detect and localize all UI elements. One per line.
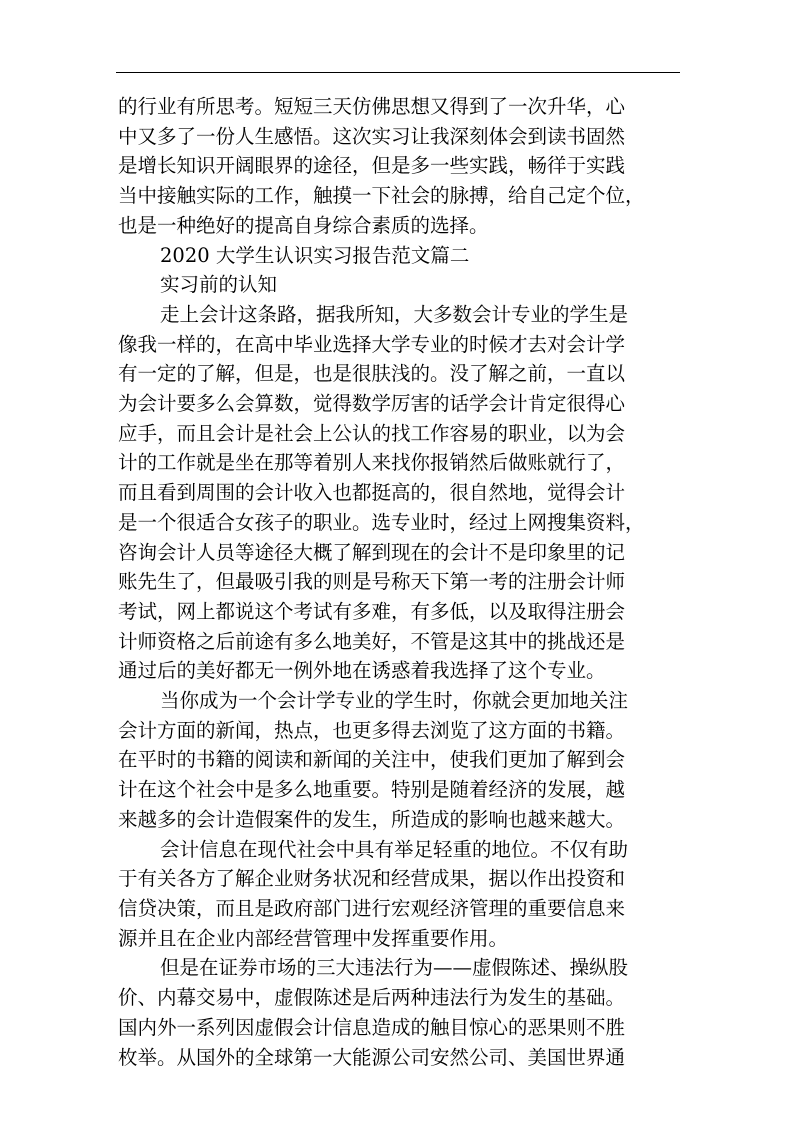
text-line: 为会计要多么会算数，觉得数学厉害的话学会计肯定很得心 bbox=[118, 392, 626, 416]
text-line: 走上会计这条路，据我所知，大多数会计专业的学生是 bbox=[160, 302, 629, 326]
subsection-heading bbox=[118, 270, 680, 300]
section-title bbox=[118, 241, 680, 271]
text-line: 于有关各方了解企业财务状况和经营成果，据以作出投资和 bbox=[118, 867, 626, 891]
paragraph-accounting-information bbox=[118, 835, 680, 954]
text-line: 国内外一系列因虚假会计信息造成的触目惊心的恶果则不胜 bbox=[118, 1015, 626, 1039]
document-body bbox=[118, 92, 680, 1072]
text-line: 会计方面的新闻，热点，也更多得去浏览了这方面的书籍。 bbox=[118, 718, 626, 742]
text-line: 当你成为一个会计学专业的学生时，你就会更加地关注 bbox=[160, 689, 629, 713]
text-line: 也是一种绝好的提高自身综合素质的选择。 bbox=[118, 213, 489, 237]
text-line: 有一定的了解，但是，也是很肤浅的。没了解之前，一直以 bbox=[118, 362, 626, 386]
text-line: 计在这个社会中是多么地重要。特别是随着经济的发展，越 bbox=[118, 778, 626, 802]
text-line: 当中接触实际的工作，触摸一下社会的脉搏，给自己定个位， bbox=[118, 184, 645, 208]
text-line: 像我一样的，在高中毕业选择大学专业的时候才去对会计学 bbox=[118, 332, 626, 356]
text-line: 计师资格之后前途有多么地美好，不管是这其中的挑战还是 bbox=[118, 629, 626, 653]
text-line: 会计信息在现代社会中具有举足轻重的地位。不仅有助 bbox=[160, 837, 629, 861]
text-line: 考试，网上都说这个考试有多难，有多低，以及取得注册会 bbox=[118, 599, 626, 623]
text-line: 价、内幕交易中，虚假陈述是后两种违法行为发生的基础。 bbox=[118, 986, 626, 1010]
text-line: 来越多的会计造假案件的发生，所造成的影响也越来越大。 bbox=[118, 807, 626, 831]
header-rule bbox=[116, 72, 680, 73]
paragraph-securities-market bbox=[118, 953, 680, 1072]
text-line: 枚举。从国外的全球第一大能源公司安然公司、美国世界通 bbox=[118, 1045, 626, 1069]
paragraph-accounting-path bbox=[118, 300, 680, 686]
text-line: 信贷决策，而且是政府部门进行宏观经济管理的重要信息来 bbox=[118, 896, 626, 920]
text-line: 在平时的书籍的阅读和新闻的关注中，使我们更加了解到会 bbox=[118, 748, 626, 772]
text-line: 咨询会计人员等途径大概了解到现在的会计不是印象里的记 bbox=[118, 540, 626, 564]
text-line: 源并且在企业内部经营管理中发挥重要作用。 bbox=[118, 926, 509, 950]
text-line: 是一个很适合女孩子的职业。选专业时，经过上网搜集资料， bbox=[118, 510, 645, 534]
paragraph-continuation bbox=[118, 92, 680, 241]
section-title-text: 2020 大学生认识实习报告范文篇二 bbox=[160, 243, 470, 267]
text-line: 是增长知识开阔眼界的途径，但是多一些实践，畅徉于实践 bbox=[118, 154, 626, 178]
text-line: 而且看到周围的会计收入也都挺高的，很自然地，觉得会计 bbox=[118, 481, 626, 505]
paragraph-accounting-student bbox=[118, 686, 680, 835]
subsection-heading-text: 实习前的认知 bbox=[160, 273, 278, 297]
text-line: 计的工作就是坐在那等着别人来找你报销然后做账就行了， bbox=[118, 451, 626, 475]
text-line: 账先生了，但最吸引我的则是号称天下第一考的注册会计师 bbox=[118, 570, 626, 594]
text-line: 中又多了一份人生感悟。这次实习让我深刻体会到读书固然 bbox=[118, 124, 626, 148]
text-line: 通过后的美好都无一例外地在诱惑着我选择了这个专业。 bbox=[118, 659, 606, 683]
text-line: 应手，而且会计是社会上公认的找工作容易的职业，以为会 bbox=[118, 421, 626, 445]
text-line: 的行业有所思考。短短三天仿佛思想又得到了一次升华，心 bbox=[118, 95, 626, 118]
text-line: 但是在证券市场的三大违法行为——虚假陈述、操纵股 bbox=[160, 956, 629, 980]
